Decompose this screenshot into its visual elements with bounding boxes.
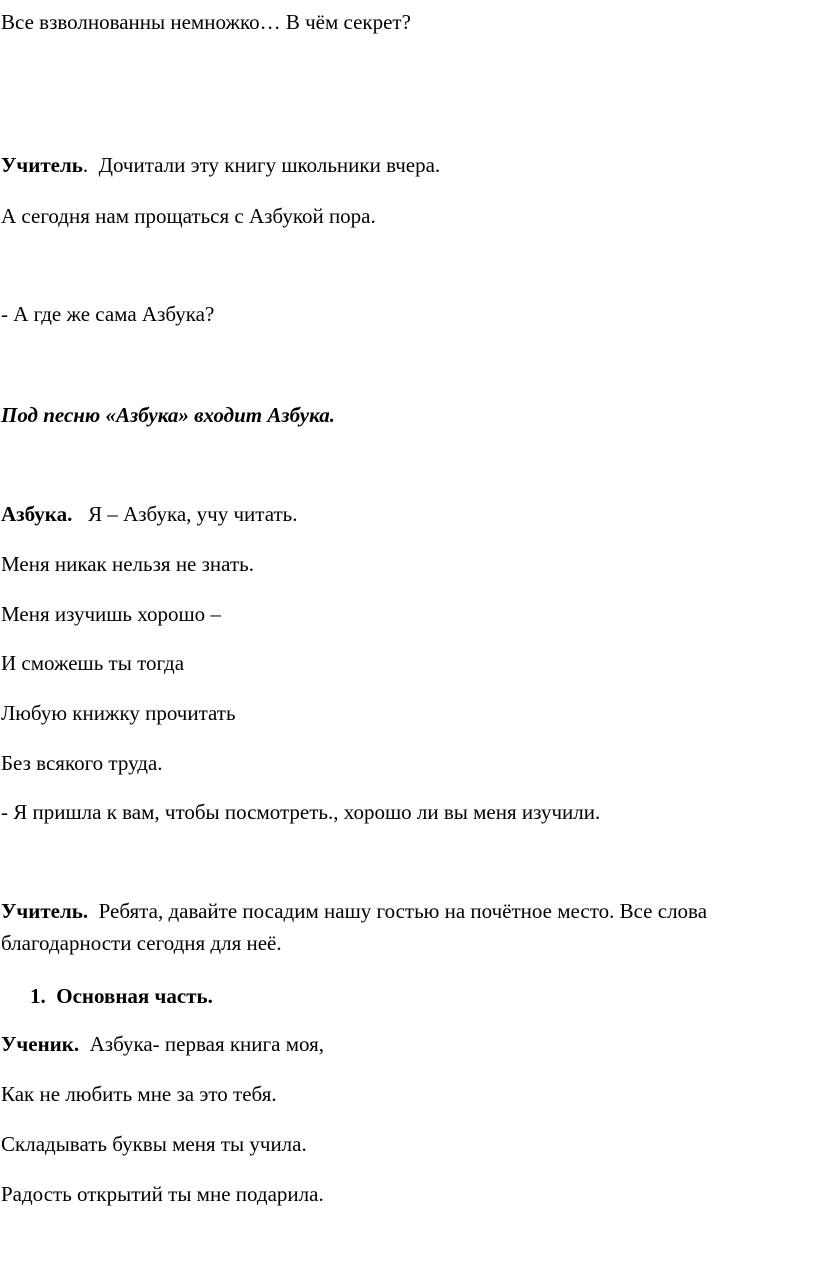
punctuation: .	[82, 153, 89, 177]
section-number: 1.	[30, 984, 46, 1008]
line-text: И сможешь ты тогда	[1, 651, 185, 675]
text-line	[1, 601, 221, 627]
text-line	[1, 1181, 324, 1207]
text-line	[1, 700, 236, 726]
line-text: Складывать буквы меня ты учила.	[1, 1132, 307, 1156]
speaker-label: Ученик.	[1, 1032, 80, 1056]
text-line	[1, 1031, 324, 1057]
text-line	[1, 203, 376, 229]
text-line	[1, 301, 214, 327]
line-text: А сегодня нам прощаться с Азбукой пора.	[1, 204, 376, 228]
text-line	[1, 1131, 307, 1157]
stage-direction-text: Под песню «Азбука» входит Азбука.	[1, 403, 335, 427]
line-text: - Я пришла к вам, чтобы посмотреть., хорошо ли вы меня изучили.	[1, 800, 601, 824]
text-line	[1, 1081, 277, 1107]
speaker-label: Азбука.	[1, 502, 73, 526]
text-line	[1, 799, 600, 825]
line-text: Как не любить мне за это тебя.	[1, 1082, 277, 1106]
line-text: Все взволнованны немножко… В чём секрет?	[1, 10, 411, 34]
speaker-label: Учитель.	[1, 899, 89, 923]
line-text: Любую книжку прочитать	[1, 701, 236, 725]
section-title: Основная часть.	[56, 984, 213, 1008]
line-text: Меня никак нельзя не знать.	[1, 552, 254, 576]
line-text: Я – Азбука, учу читать.	[88, 502, 298, 526]
stage-direction	[1, 402, 335, 428]
text-line	[1, 501, 297, 527]
text-paragraph	[1, 895, 801, 959]
line-text: Азбука- первая книга моя,	[89, 1032, 325, 1056]
text-line	[1, 9, 411, 35]
line-text: - А где же сама Азбука?	[1, 302, 215, 326]
section-heading	[30, 983, 213, 1009]
line-text: Меня изучишь хорошо –	[1, 602, 221, 626]
line-text: Дочитали эту книгу школьники вчера.	[98, 153, 441, 177]
line-text: Без всякого труда.	[1, 751, 163, 775]
text-line	[1, 750, 163, 776]
paragraph-text: Ребята, давайте посадим нашу гостью на почётное место. Все слова благодарности сегодня для неё.	[1, 899, 708, 955]
speaker-label: Учитель	[1, 153, 83, 177]
text-line	[1, 650, 184, 676]
text-line	[1, 152, 440, 178]
text-line	[1, 551, 254, 577]
line-text: Радость открытий ты мне подарила.	[1, 1182, 324, 1206]
